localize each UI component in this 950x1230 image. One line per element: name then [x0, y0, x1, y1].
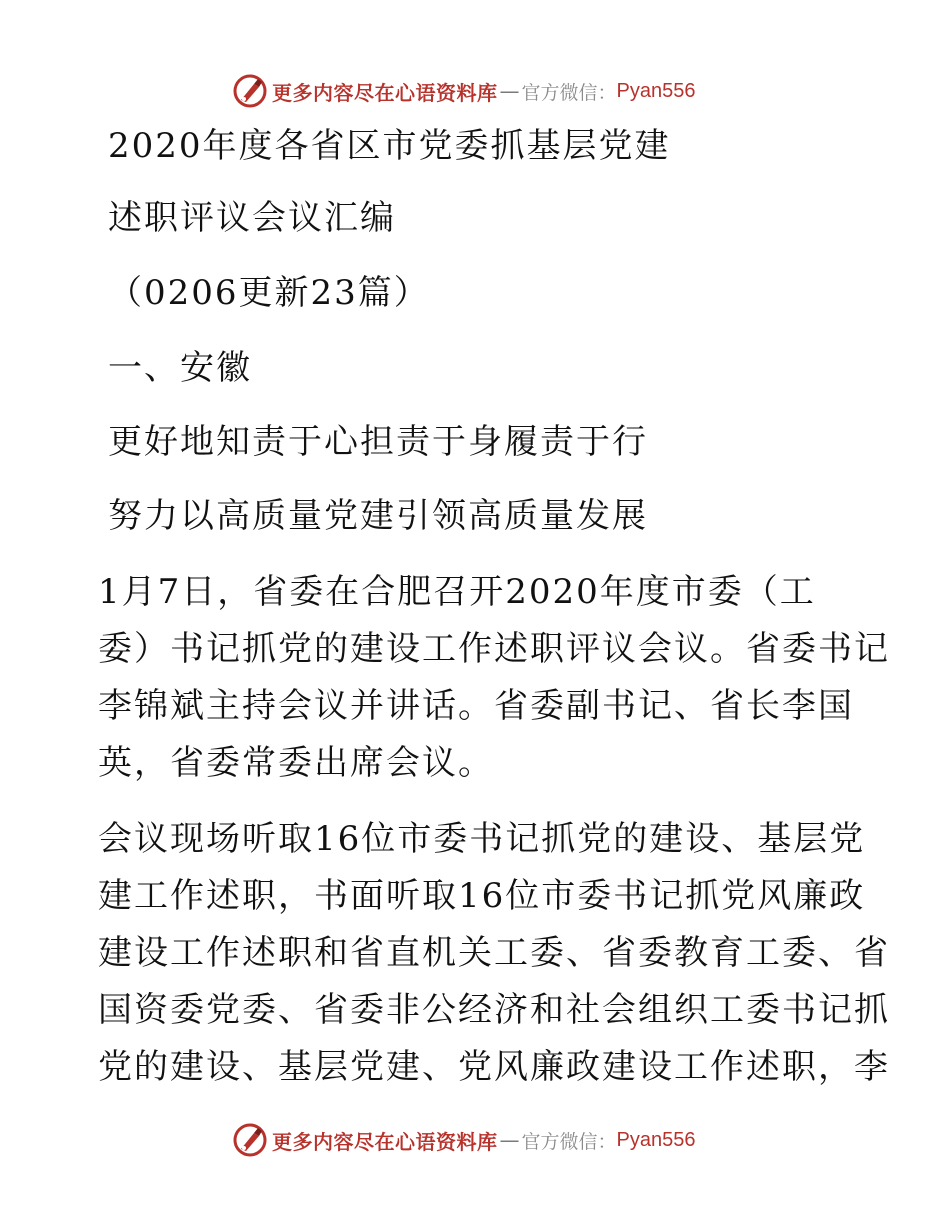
- document-title-line1: 2020年度各省区市党委抓基层党建: [108, 126, 671, 166]
- paragraph-line: 李锦斌主持会议并讲话。省委副书记、省长李国: [98, 686, 854, 726]
- paragraph-line: 1月7日，省委在合肥召开2020年度市委（工: [98, 572, 816, 612]
- section-heading: 一、安徽: [108, 348, 252, 388]
- watermark-separator: —: [499, 79, 520, 103]
- paragraph-line: 建工作述职，书面听取16位市委书记抓党风廉政: [98, 876, 866, 916]
- watermark-official-label: 官方微信：: [521, 81, 617, 104]
- pen-logo-icon: [232, 1122, 268, 1158]
- article-subtitle-line2: 努力以高质量党建引领高质量发展: [108, 496, 648, 536]
- document-title-line2: 述职评议会议汇编: [108, 198, 396, 238]
- paragraph-line: 委）书记抓党的建设工作述职评议会议。省委书记: [98, 629, 890, 669]
- pen-logo-icon: [232, 73, 268, 109]
- body-paragraph-1: [98, 564, 890, 792]
- paragraph-line: 国资委党委、省委非公经济和社会组织工委书记抓: [98, 990, 890, 1030]
- watermark-brand: 更多内容尽在心语资料库: [272, 1129, 498, 1154]
- update-note: （0206更新23篇）: [108, 273, 430, 313]
- watermark-official-label: 官方微信：: [521, 1130, 617, 1153]
- paragraph-line: 会议现场听取16位市委书记抓党的建设、基层党: [98, 819, 866, 859]
- header-watermark: [232, 71, 695, 111]
- watermark-brand: 更多内容尽在心语资料库: [272, 80, 498, 105]
- paragraph-line: 英，省委常委出席会议。: [98, 743, 494, 783]
- watermark-account: Pyan556: [616, 79, 696, 102]
- article-subtitle-line1: 更好地知责于心担责于身履责于行: [108, 422, 648, 462]
- paragraph-line: 党的建设、基层党建、党风廉政建设工作述职，李: [98, 1047, 890, 1087]
- footer-watermark: [232, 1120, 695, 1160]
- body-paragraph-2: [98, 811, 890, 1096]
- watermark-account: Pyan556: [616, 1128, 696, 1151]
- watermark-separator: —: [499, 1128, 520, 1152]
- paragraph-line: 建设工作述职和省直机关工委、省委教育工委、省: [98, 933, 890, 973]
